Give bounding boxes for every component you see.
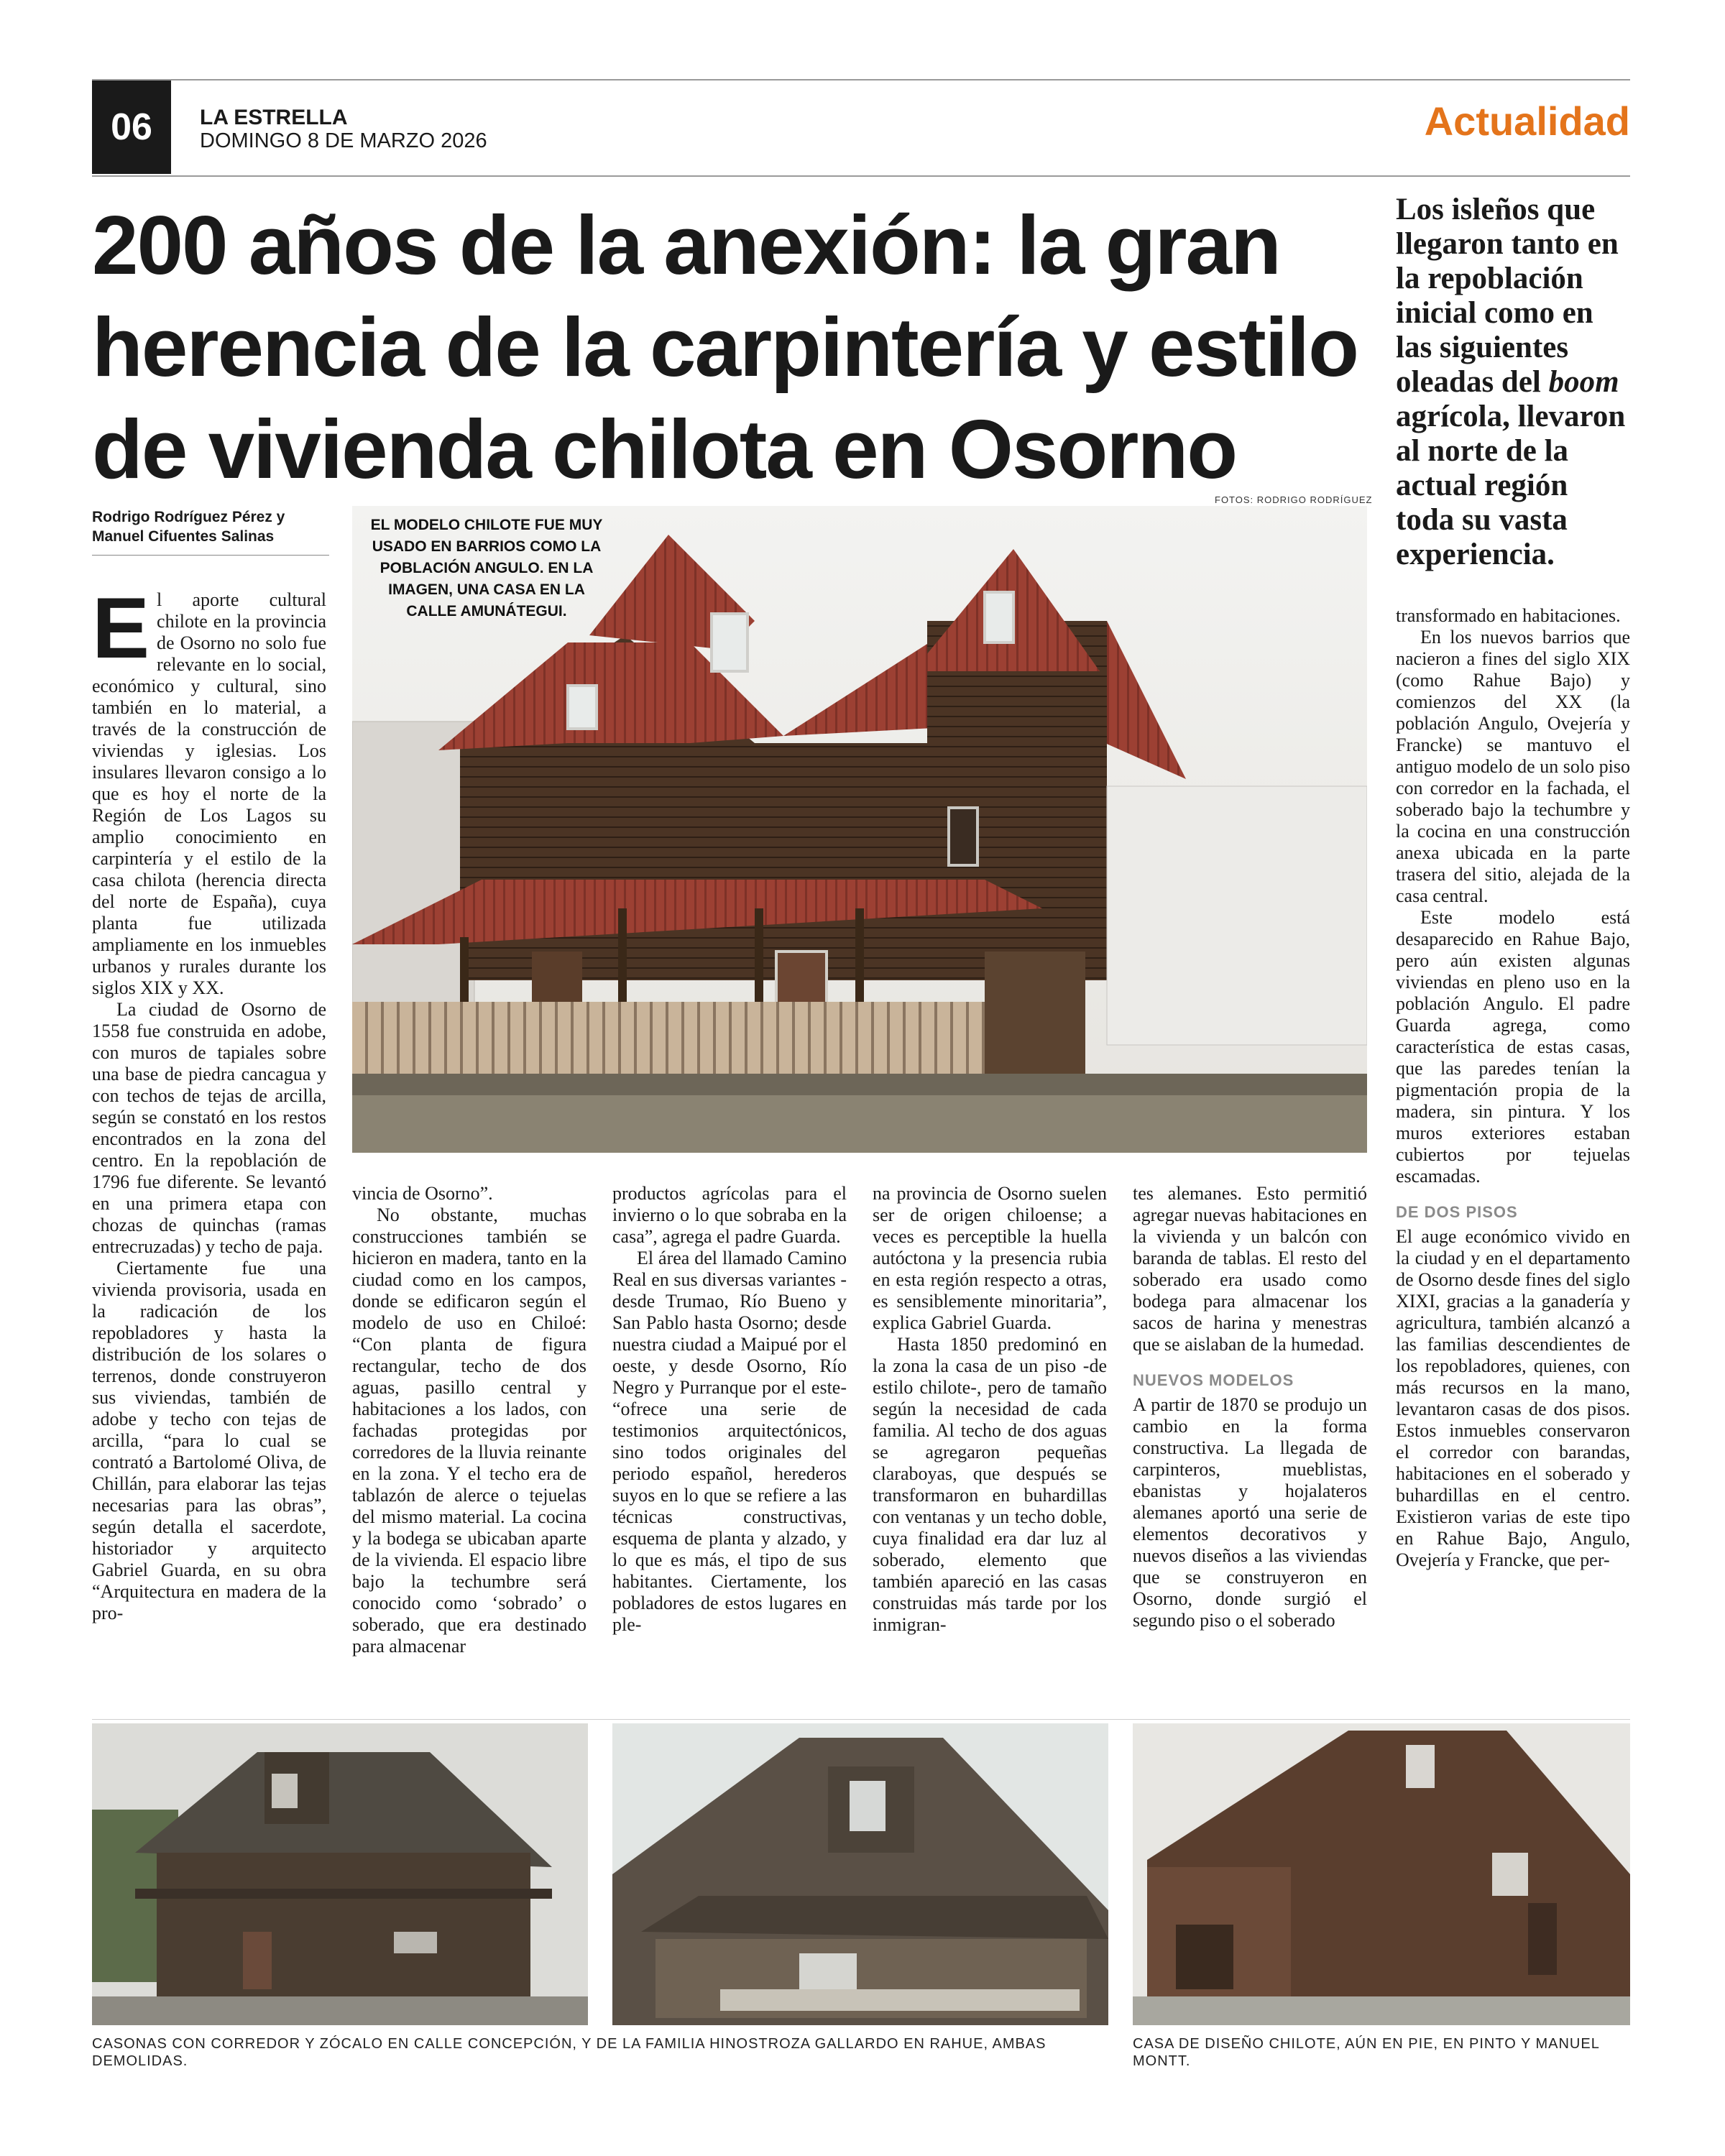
header-bottom-rule [92, 175, 1630, 177]
article-column-4 [873, 1183, 1107, 1708]
paragraph: El auge económico vivido en la ciudad y en el departamento de Osorno desde fines del siglo XIXI, gracias a la ganadería y agricultura, también alcanzó a las familias descendientes de los repobladores, quienes, con más recursos en la mano, levantaron casas de dos pisos. Estos inmuebles conservaron el corredor con barandas, habitaciones en el soberado y buhardillas en el centro. Existieron varias de este tipo en Rahue Bajo, Angulo, Ovejería y Francke, que per- [1396, 1226, 1630, 1570]
paragraph: Este modelo está desaparecido en Rahue Bajo, pero aún existen algunas viviendas en pleno uso en la población Angulo. El padre Guarda agrega, como característica de estas casas, que las paredes tenían la pigmentación propia de la madera, sin pintura. Y los muros exteriores estaban cubiertos por tejuelas escamadas. [1396, 907, 1630, 1187]
paragraph: vincia de Osorno”. [352, 1183, 493, 1204]
pull-quote-text-a: Los isleños que llegaron tanto en la repoblación inicial como en las siguientes oleadas del [1396, 193, 1619, 399]
article-column-1 [92, 580, 326, 1703]
bottom-photo-3-illustration [1133, 1723, 1630, 2025]
bottom-photo-2-illustration [612, 1723, 1108, 2025]
paragraph-text: l aporte cultural chilote en la provincia de Osorno no solo fue relevante en lo social, económico y cultural, sino también en lo material, a través de la construcción de viviendas y iglesias. Los insulares llevaron consigo a lo que es hoy el norte de la Región de Los Lagos su amplio conocimiento en carpintería y el estilo de la casa chilota (herencia directa del norte de España), cuya planta fue utilizada ampliamente en los inmuebles urbanos y rurales durante los siglos XIX y XX. [92, 589, 326, 998]
paragraph: productos agrícolas para el invierno o lo que sobraba en la casa”, agrega el padre Guarda. [612, 1183, 847, 1247]
photo-credit: FOTOS: RODRIGO RODRÍGUEZ [1215, 494, 1373, 505]
pull-quote [1396, 193, 1630, 572]
paragraph: A partir de 1870 se produjo un cambio en la forma constructiva. La llegada de carpinteros, mueblistas, ebanistas y hojalateros alemanes aportó una serie de elementos decorativos y nuevos diseños a las viviendas que se construyeron en Osorno, donde surgió el segundo piso o el soberado [1133, 1394, 1367, 1631]
byline-author-2: Manuel Cifuentes Salinas [92, 528, 275, 545]
article-column-6 [1396, 605, 1630, 1705]
byline-rule [92, 555, 329, 556]
main-photo-caption: EL MODELO CHILOTE FUE MUY USADO EN BARRIOS COMO LA POBLACIÓN ANGULO. EN LA IMAGEN, UNA CASA EN LA CALLE AMUNÁTEGUI. [370, 517, 603, 619]
paragraph: tes alemanes. Esto permitió agregar nuevas habitaciones en la vivienda y un balcón con baranda de tablas. El resto del soberado era usado como bodega para almacenar los sacos de harina y menestras que se aislaban de la humedad. [1133, 1183, 1367, 1355]
bottom-photo-pinto-manuel-montt [1133, 1723, 1630, 2025]
dateline: DOMINGO 8 DE MARZO 2026 [200, 129, 487, 152]
paragraph: El área del llamado Camino Real en sus diversas variantes -desde Trumao, Río Bueno y San Pablo hasta Osorno; desde nuestra ciudad a Maipué por el oeste, y desde Osorno, Río Negro y Purranque por el este- “ofrece una serie de testimonios arquitectónicos, sino todos originales del periodo español, herederos suyos en lo que se refiere a las técnicas constructivas, esquema de planta y alzado, y lo que es más, el tipo de sus habitantes. Ciertamente, los pobladores de estos lugares en ple- [612, 1248, 847, 1635]
section-label: Actualidad [1424, 98, 1630, 144]
paragraph: No obstante, muchas construcciones también se hicieron en madera, tanto en la ciudad como en los campos, donde se edificaron según el modelo de uso en Chiloé: “Con planta de figura rectangular, techo de dos aguas, pasillo central y habitaciones a los lados, con fachadas protegidas por corredores de la lluvia reinante en la zona. Y el techo era de tablazón de alerce o tejuelas del mismo material. La cocina y la bodega se ubicaban aparte de la vivienda. El espacio libre bajo la techumbre será conocido como ‘sobrado’ o soberado, que era destinado para almacenar [352, 1204, 586, 1657]
paragraph: En los nuevos barrios que nacieron a fines del siglo XIX (como Rahue Bajo) y comienzos del XX (la población Angulo, Ovejería y Francke) se mantuvo el antiguo modelo de un solo piso con corredor en la fachada, el soberado bajo la techumbre y la cocina en una construcción anexa ubicada en la parte trasera del sitio, alejada de la casa central. [1396, 627, 1630, 906]
bottom-photo-hinostroza [612, 1723, 1108, 2025]
bottom-photos-rule [92, 1719, 1630, 1720]
paragraph [92, 580, 326, 999]
paragraph: na provincia de Osorno suelen ser de origen chiloense; a veces es perceptible la huella autóctona y la presencia rubia en esta región respecto a otras, es sensiblemente minoritaria”, explica Gabriel Guarda. [873, 1183, 1107, 1333]
headline: 200 años de la anexión: la gran herencia de la carpintería y estilo de vivienda chilota en Osorno [92, 198, 1358, 496]
caption-bottom-right: CASA DE DISEÑO CHILOTE, AÚN EN PIE, EN PINTO Y MANUEL MONTT. [1133, 2036, 1600, 2069]
caption-bottom-left: CASONAS CON CORREDOR Y ZÓCALO EN CALLE CONCEPCIÓN, Y DE LA FAMILIA HINOSTROZA GALLARDO EN RAHUE, AMBAS DEMOLIDAS. [92, 2036, 1046, 2069]
page-number: 06 [92, 80, 171, 174]
bottom-photo-concepcion [92, 1723, 588, 2025]
paragraph: La ciudad de Osorno de 1558 fue construida en adobe, con muros de tapiales sobre una base de piedra cancagua y con techos de tejas de arcilla, según se constató en los restos encontrados en la zona del centro. En la repoblación de 1796 fue diferente. Se levantó en una primera etapa con chozas de quinchas (ramas entrecruzadas) y techo de paja. [92, 999, 326, 1257]
article-column-5 [1133, 1183, 1367, 1708]
byline [92, 507, 329, 546]
article-column-2 [352, 1183, 586, 1708]
article-column-3 [612, 1183, 847, 1708]
masthead: LA ESTRELLA [200, 106, 348, 129]
paragraph: Ciertamente fue una vivienda provisoria, usada en la radicación de los repobladores y hasta la distribución de los solares o terrenos, donde construyeron sus viviendas, también de adobe y techo con tejas de arcilla, “para lo cual se contrató a Bartolomé Oliva, de Chillán, para elaborar las tejas necesarias para las obras”, según detalla el sacerdote, historiador y arquitecto Gabriel Guarda, en su obra “Arquitectura en madera de la pro- [92, 1258, 326, 1623]
bottom-photo-1-illustration [92, 1723, 588, 2025]
pull-quote-text-b: agrícola, llevaron al norte de la actual región toda su vasta experiencia. [1396, 400, 1626, 571]
header-top-rule [92, 79, 1630, 80]
byline-author-1: Rodrigo Rodríguez Pérez y [92, 509, 285, 525]
paragraph: transformado en habitaciones. [1396, 605, 1621, 626]
paragraph: Hasta 1850 predominó en la zona la casa de un piso -de estilo chilote-, pero de tamaño según la necesidad de cada familia. Al techo de dos aguas se agregaron pequeñas claraboyas, que después se transformaron en buhardillas con ventanas y un techo doble, cuya finalidad era dar luz al soberado, elemento que también apareció en las casas construidas más tarde por los inmigran- [873, 1334, 1107, 1635]
subheading-nuevos-modelos: NUEVOS MODELOS [1133, 1371, 1294, 1389]
pull-quote-emphasis: boom [1548, 365, 1619, 399]
drop-cap: E [92, 580, 150, 676]
subheading-de-dos-pisos: DE DOS PISOS [1396, 1203, 1518, 1221]
